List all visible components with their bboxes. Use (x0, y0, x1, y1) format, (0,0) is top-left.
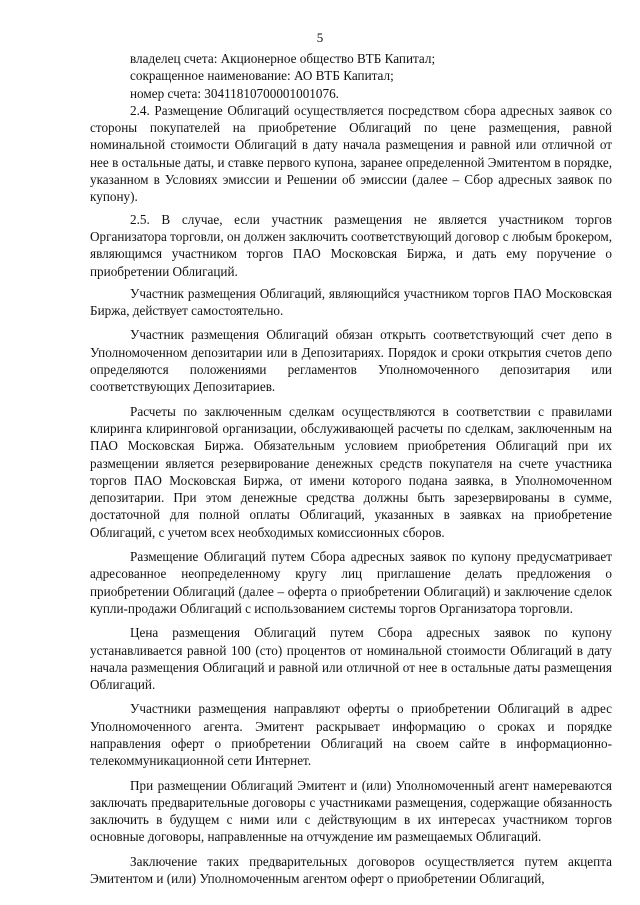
paragraph-depo-account: Участник размещения Облигаций обязан открыть соответствующий счет депо в Уполномоченном депозитарии или в Депозитариях. Порядок и сроки открытия счетов депо определяются положениями регламентов Уполномоченного депозитария или соответствующих Депозитариев. (90, 327, 612, 395)
paragraph-placement-offer: Размещение Облигаций путем Сбора адресных заявок по купону предусматривает адресованное неопределенному кругу лиц приглашение делать предложения о приобретении Облигаций (далее – оферта о приобретении Облигаций) и заключение сделок купли-продажи Облигаций с использованием системы торгов Организатора торговли. (90, 549, 612, 616)
paragraph-participant-self: Участник размещения Облигаций, являющийся участником торгов ПАО Московская Биржа, действует самостоятельно. (90, 285, 612, 319)
paragraph-placement-price: Цена размещения Облигаций путем Сбора адресных заявок по купону устанавливается равной 100 (сто) процентов от номинальной стоимости Облигаций в дату начала размещения Облигаций и равной или отличной от нее в остальные даты размещения Облигаций. (90, 625, 612, 693)
paragraph-preliminary-contracts: При размещении Облигаций Эмитент и (или) Уполномоченный агент намереваются заключать предварительные договоры с участниками размещения, содержащие обязанность заключить в будущем с ними или с действующим в их интересах участником торгов основные договоры, направленные на отчуждение им размещаемых Облигаций. (90, 777, 612, 845)
account-short-name-line: сокращенное наименование: АО ВТБ Капитал; (130, 68, 394, 84)
account-number-line: номер счета: 30411810700001001076. (130, 85, 339, 101)
paragraph-settlements: Расчеты по заключенным сделкам осуществляются в соответствии с правилами клиринга клиринговой организации, обслуживающей расчеты по сделкам, заключенным на ПАО Московская Биржа. Обязательным условием приобретения Облигаций при их размещении является резервирование денежных средств покупателя на счете участника торгов ПАО Московская Биржа, от имени которого подана заявка, в Уполномоченном депозитарии. При этом денежные средства должны быть зарезервированы в сумме, достаточной для полной оплаты Облигаций, указанных в заявках на приобретение Облигаций, с учетом всех необходимых комиссионных сборов. (90, 403, 612, 540)
paragraph-2-4: 2.4. Размещение Облигаций осуществляется посредством сбора адресных заявок со стороны покупателей на приобретение Облигаций по цене размещения, равной номинальной стоимости Облигаций в дату начала размещения и равной или отличной от нее в остальные даты, и ставке первого купона, заранее определенной Эмитентом в порядке, указанном в Условиях эмиссии и Решении об эмиссии (далее – Сбор адресных заявок по купону). (90, 102, 612, 205)
paragraph-2-5: 2.5. В случае, если участник размещения не является участником торгов Организатора торговли, он должен заключить соответствующий договор с любым брокером, являющимся участником торгов ПАО Московская Биржа, и дать ему поручение о приобретении Облигаций. (90, 211, 612, 279)
paragraph-offers-direction: Участники размещения направляют оферты о приобретении Облигаций в адрес Уполномоченного агента. Эмитент раскрывает информацию о сроках и порядке направления оферт о приобретении Облигаций на своем сайте в информационно-телекоммуникационной сети Интернет. (90, 701, 612, 769)
paragraph-acceptance: Заключение таких предварительных договоров осуществляется путем акцепта Эмитентом и (или) Уполномоченным агентом оферт о приобретении Облигаций, (90, 853, 612, 887)
page-number: 5 (316, 30, 324, 45)
document-body (90, 50, 612, 887)
account-owner-line: владелец счета: Акционерное общество ВТБ Капитал; (130, 51, 436, 66)
